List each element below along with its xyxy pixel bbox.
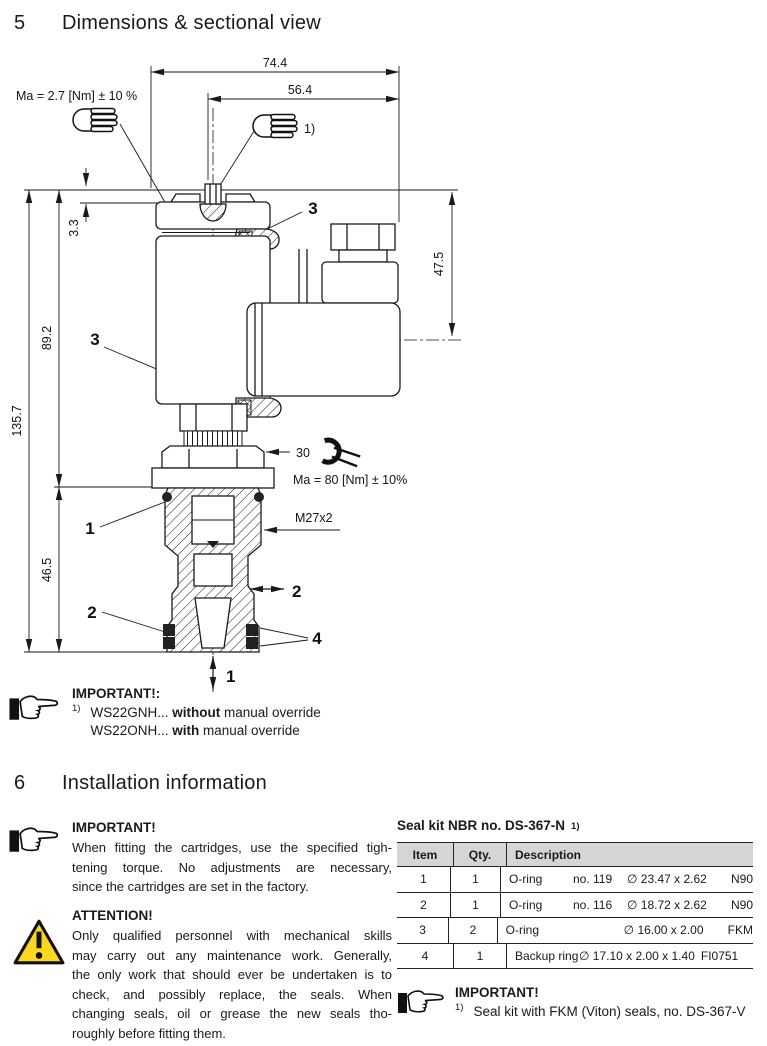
attention-title: ATTENTION! xyxy=(72,908,153,923)
attention-note xyxy=(8,908,398,1043)
pointing-hand-icon xyxy=(8,692,60,727)
col-header-qty: Qty. xyxy=(454,843,507,866)
section-6-title: Installation information xyxy=(62,772,267,794)
label-seal-top: 3 xyxy=(308,199,318,218)
pointing-hand-icon xyxy=(8,824,60,859)
label-backup-left: 2 xyxy=(87,603,97,622)
cell-item: 2 xyxy=(397,893,451,918)
dim-body-height: 89.2 xyxy=(40,325,54,351)
cell-item: 4 xyxy=(397,944,454,969)
dim-connector-height: 47.5 xyxy=(432,251,446,277)
dim-hex-size: 30 xyxy=(296,446,310,460)
important-title: IMPORTANT! xyxy=(72,820,156,835)
connector-upper-block xyxy=(322,262,398,303)
retaining-nut xyxy=(180,404,247,431)
section-5-title: Dimensions & sectional view xyxy=(62,12,321,34)
oring-item1-right xyxy=(254,492,264,502)
warning-triangle-icon xyxy=(12,918,66,969)
manual-override-pin xyxy=(205,184,221,204)
cell-qty: 1 xyxy=(451,867,501,892)
important-text-line: since the cartridges are set in the factory. xyxy=(72,879,309,894)
drawing-footnote xyxy=(8,686,388,740)
cell-qty: 1 xyxy=(454,944,507,969)
cable-gland-hex xyxy=(331,224,395,250)
section-5-number: 5 xyxy=(14,12,26,34)
col-header-description: Description xyxy=(515,847,582,862)
backup-ring-left-a xyxy=(163,624,175,636)
cell-qty: 2 xyxy=(449,918,498,943)
seal-kit-table xyxy=(397,842,753,969)
col-header-item: Item xyxy=(397,843,454,866)
label-port-side: 2 xyxy=(292,582,302,601)
attention-text-line: the only work that should ever be undertaken is to xyxy=(72,967,392,982)
dim-thread: M27x2 xyxy=(295,511,333,525)
backup-ring-left-b xyxy=(163,637,175,649)
important-text-line: When fitting the cartridges, use the specified tigh- xyxy=(72,840,392,855)
hand-icon xyxy=(73,109,117,132)
backup-ring-right-b xyxy=(246,637,258,649)
label-port-bottom: 1 xyxy=(226,667,236,686)
dim-total-height: 135.7 xyxy=(10,405,24,437)
dim-total-width: 74.4 xyxy=(262,56,288,70)
cell-description: O-ring no. 119 ∅ 23.47 x 2.62 N90 xyxy=(508,872,753,887)
cap-wing-right xyxy=(226,194,255,202)
cartridge-bore-lower xyxy=(195,598,231,648)
knurled-ring xyxy=(184,431,242,446)
cap-wing-left xyxy=(171,194,200,202)
cell-qty: 1 xyxy=(451,893,501,918)
connector-body xyxy=(247,303,400,396)
seal-kit-title-marker: 1) xyxy=(571,821,580,832)
attention-text-line: may carry out any maintenance work. Generally, xyxy=(72,947,392,963)
attention-text-line: changing seals, oil or grease the new seals tho- xyxy=(72,1006,392,1021)
cartridge-bore-mid xyxy=(194,554,232,586)
important-text-line: tening torque. No adjustments are necessary, xyxy=(72,859,392,875)
label-seal-left: 3 xyxy=(90,330,100,349)
cell-item: 1 xyxy=(397,867,451,892)
dim-cartridge-height: 46.5 xyxy=(40,557,54,583)
footnote-lines xyxy=(90,704,320,740)
attention-text-line: check, and possibly replace, the seals. When xyxy=(72,986,392,1002)
dim-coil-width: 56.4 xyxy=(287,83,313,97)
cell-description: O-ring ∅ 16.00 x 2.00 FKM xyxy=(505,923,753,938)
attention-text-line: Only qualified personnel with mechanical skills xyxy=(72,928,392,943)
cell-description: O-ring no. 116 ∅ 18.72 x 2.62 N90 xyxy=(508,897,753,912)
seal-kit-title: Seal kit NBR no. DS-367-N 1) xyxy=(397,818,580,833)
gland-neck xyxy=(339,250,387,262)
section-6-heading xyxy=(14,772,267,795)
label-backup-right: 4 xyxy=(312,629,322,648)
important-note xyxy=(8,820,398,897)
table-row xyxy=(397,892,753,918)
drawing-footnote-title: IMPORTANT!: xyxy=(72,686,161,701)
oring-item1-left xyxy=(162,492,172,502)
footnote-line-1: WS22GNH... without manual override xyxy=(90,705,321,720)
valve-sectional-drawing xyxy=(0,55,480,705)
dim-flange: 3.3 xyxy=(67,219,81,237)
footnote-marker: 1) xyxy=(72,703,81,714)
wrench-icon xyxy=(322,440,361,467)
attention-text-line: roughly before fitting them. xyxy=(72,1025,226,1041)
flange xyxy=(152,468,274,488)
seal-kit-note xyxy=(397,985,759,1021)
seal-kit-note-title: IMPORTANT! xyxy=(455,985,539,1000)
cell-description: Backup ring ∅ 17.10 x 2.00 x 1.40 FI0751 xyxy=(515,948,739,963)
cell-item: 3 xyxy=(397,918,449,943)
main-hex-nut xyxy=(162,446,264,468)
torque-cartridge-text: Ma = 80 [Nm] ± 10% xyxy=(293,473,408,487)
table-row xyxy=(397,943,753,969)
section-5-heading xyxy=(14,12,321,35)
seal-kit-note-marker: 1) xyxy=(455,1002,464,1013)
backup-ring-right-a xyxy=(246,624,258,636)
table-header-row xyxy=(397,843,753,866)
valve-body xyxy=(152,184,400,652)
torque-override-text: Ma = 2.7 [Nm] ± 10 % xyxy=(16,89,138,103)
seal-kit-section xyxy=(397,818,759,1021)
section-6-number: 6 xyxy=(14,772,26,794)
table-row xyxy=(397,917,753,943)
footnote-line-2: WS22ONH... with manual override xyxy=(90,723,300,738)
footnote-ref-marker: 1) xyxy=(304,122,316,136)
label-oring: 1 xyxy=(85,519,95,538)
pointing-hand-icon xyxy=(397,987,445,1020)
hand-icon xyxy=(253,115,297,138)
seal-kit-note-text: Seal kit with FKM (Viton) seals, no. DS-367-V xyxy=(473,1004,746,1019)
table-row xyxy=(397,866,753,892)
